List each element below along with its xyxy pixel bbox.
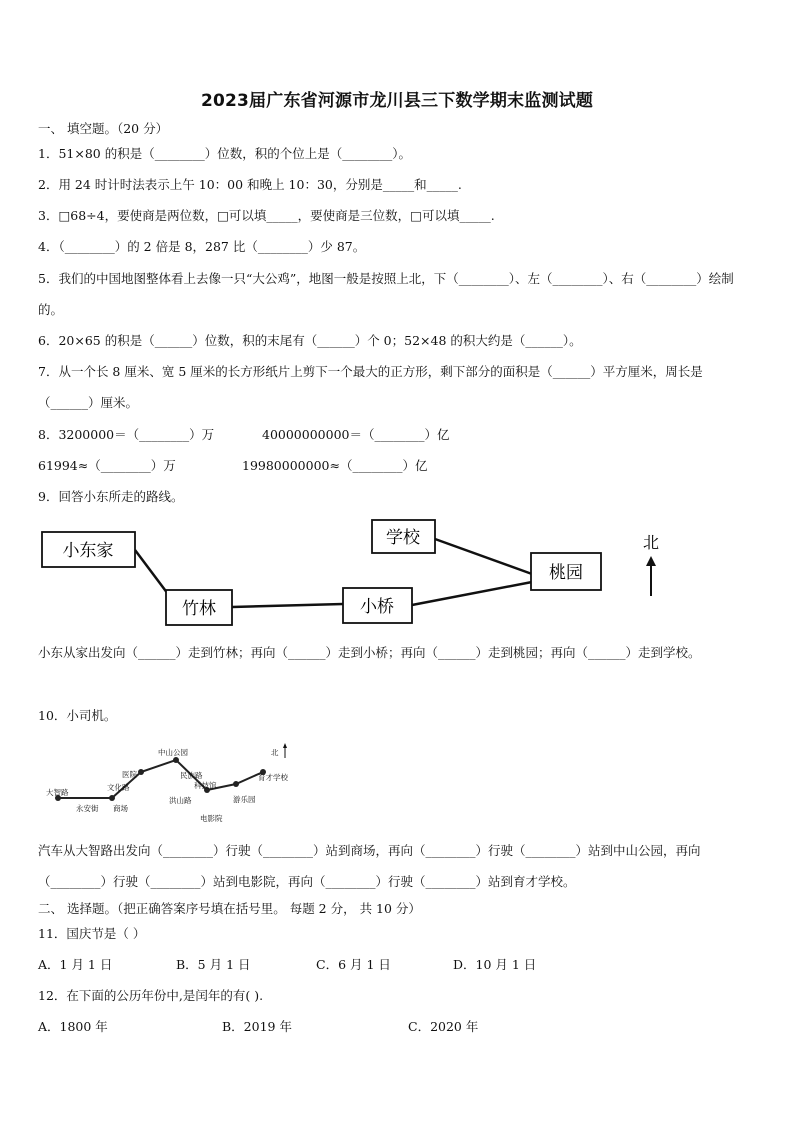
q11-option-c: C．6 月 1 日 xyxy=(316,957,391,972)
section-heading-fill-blank: 一、 填空题。（20 分） xyxy=(38,121,169,136)
question-5: 5．我们的中国地图整体看上去像一只“大公鸡”，地图一般是按照上北，下（________）、左（________）、右（________）绘制的。 xyxy=(38,271,734,317)
stop-yiyuan: 医院 xyxy=(122,770,137,779)
question-2: 2．用 24 时计时法表示上午 10：00 和晚上 10：30，分别是_____和_____. xyxy=(38,177,462,192)
north-arrow-small-icon xyxy=(283,743,287,758)
node-bridge-label: 小桥 xyxy=(360,597,394,617)
question-8a: 8．3200000＝（________）万 xyxy=(38,427,215,442)
q12-option-a: A．1800 年 xyxy=(38,1019,108,1034)
stop-youle: 游乐园 xyxy=(233,795,256,804)
north-label-small: 北 xyxy=(271,748,279,757)
node-school-label: 学校 xyxy=(386,528,420,548)
road-minzu: 民族路 xyxy=(180,771,203,780)
stop-yongan: 永安街 xyxy=(76,804,99,813)
road-hongshan: 洪山路 xyxy=(169,796,192,805)
q11-option-b: B．5 月 1 日 xyxy=(176,957,251,972)
q11-option-a: A．1 月 1 日 xyxy=(38,957,113,972)
q12-option-b: B．2019 年 xyxy=(222,1019,292,1034)
north-label: 北 xyxy=(642,533,660,552)
stop-yucai: 育才学校 xyxy=(258,773,288,782)
question-8c: 61994≈（________）万 xyxy=(38,458,176,473)
question-6: 6．20×65 的积是（______）位数，积的末尾有（______）个 0；52×48 的积大约是（______）。 xyxy=(38,333,582,348)
question-4: 4．（________）的 2 倍是 8，287 比（________）少 87。 xyxy=(38,239,366,254)
question-9: 9．回答小东所走的路线。 xyxy=(38,489,184,504)
stop-shangchang: 商场 xyxy=(113,804,128,813)
page-title: 2023届广东省河源市龙川县三下数学期末监测试题 xyxy=(200,91,594,111)
q11-option-d: D．10 月 1 日 xyxy=(453,957,537,972)
question-12: 12．在下面的公历年份中,是闰年的有( ). xyxy=(38,988,264,1003)
stop-zhongshan: 中山公园 xyxy=(158,748,188,757)
question-9-route: 小东从家出发向（______）走到竹林；再向（______）走到小桥；再向（______）走到桃园；再向（______）走到学校。 xyxy=(38,645,701,660)
north-arrow-icon xyxy=(646,556,656,596)
question-1: 1．51×80 的积是（________）位数，积的个位上是（________）。 xyxy=(38,146,411,161)
question-10-route: 汽车从大智路出发向（________）行驶（________）站到商场，再向（________）行驶（________）站到中山公园，再向（________）行驶（________）站到电影院，再向（________）行驶（________）站到育才学校。 xyxy=(38,843,701,889)
route-map-q10 xyxy=(0,740,794,830)
q12-option-c: C．2020 年 xyxy=(408,1019,479,1034)
question-3: 3．□68÷4，要使商是两位数，□可以填_____，要使商是三位数，□可以填_____. xyxy=(38,208,495,223)
stop-dianying: 电影院 xyxy=(200,814,223,823)
question-8b: 40000000000＝（________）亿 xyxy=(262,427,450,442)
stop-dazhi: 大智路 xyxy=(46,788,69,797)
node-bamboo-label: 竹林 xyxy=(182,599,216,619)
node-peach-label: 桃园 xyxy=(549,563,583,583)
question-10: 10．小司机。 xyxy=(38,708,117,723)
route-map-q9 xyxy=(0,510,794,635)
road-wenhua: 文化路 xyxy=(107,783,130,792)
question-7: 7．从一个长 8 厘米、宽 5 厘米的长方形纸片上剪下一个最大的正方形，剩下部分的面积是（______）平方厘米，周长是（______）厘米。 xyxy=(38,364,703,410)
node-home-label: 小东家 xyxy=(62,541,114,561)
question-8d: 19980000000≈（________）亿 xyxy=(242,458,428,473)
section-heading-choice: 二、 选择题。（把正确答案序号填在括号里。 每题 2 分， 共 10 分） xyxy=(38,901,421,916)
question-11: 11．国庆节是（ ） xyxy=(38,926,146,941)
stop-keji: 科技馆 xyxy=(194,781,217,790)
